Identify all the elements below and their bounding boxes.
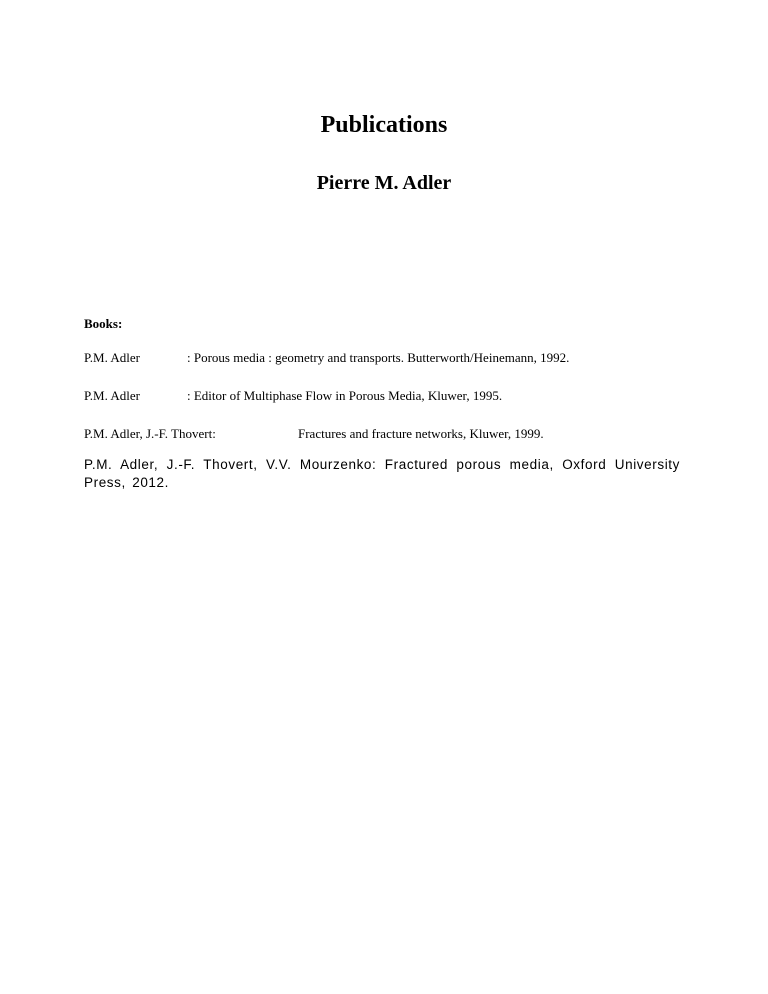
book-entry [84, 426, 544, 442]
book-description: : Porous media : geometry and transports. Butterworth/Heinemann, 1992. [187, 350, 570, 365]
book-description: : Editor of Multiphase Flow in Porous Media, Kluwer, 1995. [187, 388, 503, 403]
book-authors: P.M. Adler [84, 388, 140, 403]
book-entry-full: P.M. Adler, J.-F. Thovert, V.V. Mourzenko: Fractured porous media, Oxford University Press, 2012. [84, 457, 680, 490]
book-entry [84, 388, 503, 404]
book-authors: P.M. Adler [84, 350, 140, 365]
page-title: Publications [320, 112, 448, 138]
book-entry [84, 350, 570, 366]
author-name: Pierre M. Adler [316, 172, 452, 194]
book-authors: P.M. Adler, J.-F. Thovert: [84, 426, 216, 441]
book-description: Fractures and fracture networks, Kluwer, 1999. [298, 426, 544, 441]
books-heading: Books: [84, 316, 123, 331]
